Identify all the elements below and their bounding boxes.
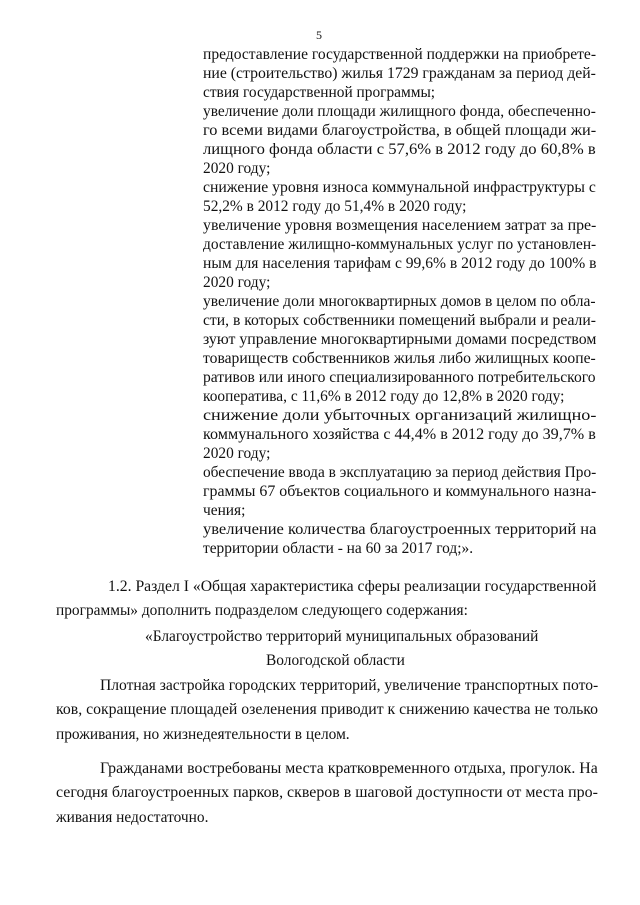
subsection-heading-line: Вологодской области <box>266 652 405 669</box>
paragraph-line: проживания, но жизнедеятельности в целом. <box>56 726 350 743</box>
list-line: ным для населения тарифам с 99,6% в 2012 году до 100% в <box>203 255 597 272</box>
list-line: обеспечение ввода в эксплуатацию за период действия Про- <box>203 464 597 481</box>
list-line: граммы 67 объектов социального и коммунального назна- <box>203 483 597 500</box>
list-line: ние (строительство) жилья 1729 гражданам за период дей- <box>203 65 596 82</box>
list-line: территории области - на 60 за 2017 год;». <box>203 540 474 557</box>
section-1-2-line: 1.2. Раздел I «Общая характеристика сферы реализации государственной <box>108 578 597 595</box>
list-line: 2020 году; <box>203 160 271 177</box>
list-line: доставление жилищно-коммунальных услуг по установлен- <box>203 236 597 253</box>
list-line: коммунального хозяйства с 44,4% в 2012 году до 39,7% в <box>203 426 596 443</box>
list-line: увеличение количества благоустроенных территорий на <box>203 521 597 538</box>
list-line: лищного фонда области с 57,6% в 2012 году до 60,8% в <box>203 141 596 158</box>
paragraph-line: живания недостаточно. <box>56 809 209 826</box>
list-line: зуют управление многоквартирными домами посредством <box>203 331 597 348</box>
paragraph-line: ков, сокращение площадей озеленения приводит к снижению качества не только <box>56 701 599 718</box>
list-line: снижение доли убыточных организаций жилищно- <box>203 407 597 424</box>
list-line: снижение уровня износа коммунальной инфраструктуры с <box>203 179 596 196</box>
page-number: 5 <box>316 28 322 42</box>
section-1-2-line: программы» дополнить подразделом следующего содержания: <box>56 602 468 619</box>
list-line: ративов или иного специализированного потребительского <box>203 369 596 386</box>
list-line: 52,2% в 2012 году до 51,4% в 2020 году; <box>203 198 467 215</box>
list-line: 2020 году; <box>203 445 271 462</box>
list-line: 2020 году; <box>203 274 271 291</box>
paragraph-line: Плотная застройка городских территорий, увеличение транспортных пото- <box>100 677 599 694</box>
list-line: кооператива, с 11,6% в 2012 году до 12,8% в 2020 году; <box>203 388 565 405</box>
paragraph-line: сегодня благоустроенных парков, скверов в шаговой доступности от места про- <box>56 784 598 801</box>
list-line: ствия государственной программы; <box>203 84 436 101</box>
list-line: го всеми видами благоустройства, в общей площади жи- <box>203 122 597 139</box>
list-line: чения; <box>203 502 246 519</box>
list-line: увеличение доли многоквартирных домов в целом по обла- <box>203 293 596 310</box>
list-line: предоставление государственной поддержки на приобрете- <box>203 46 597 63</box>
paragraph-line: Гражданами востребованы места кратковременного отдыха, прогулок. На <box>100 760 598 777</box>
list-line: увеличение уровня возмещения населением затрат за пре- <box>203 217 597 234</box>
list-line: увеличение доли площади жилищного фонда, обеспеченно- <box>203 103 596 120</box>
list-line: товариществ собственников жилья либо жилищных коопе- <box>203 350 596 367</box>
list-line: сти, в которых собственники помещений выбрали и реали- <box>203 312 596 329</box>
subsection-heading-line: «Благоустройство территорий муниципальных образований <box>145 628 539 645</box>
